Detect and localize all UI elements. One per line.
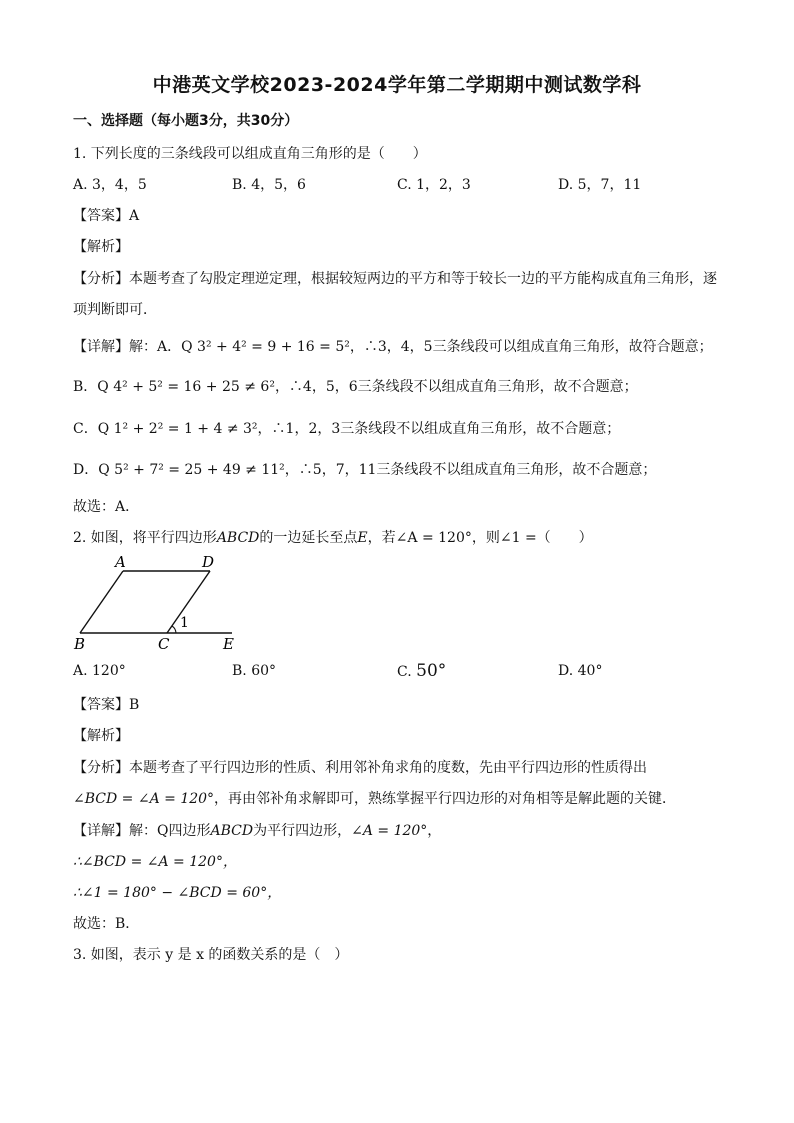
- q1-option-d: D. 5，7，11: [558, 177, 642, 193]
- q2-detail-prefix: 【详解】解：: [73, 823, 157, 839]
- q2-stem-part3: ，若: [367, 530, 396, 546]
- angle-1-arc: [172, 626, 176, 633]
- q1-detail-c-prefix: C．: [73, 421, 98, 437]
- label-d: D: [202, 553, 215, 571]
- q1-detail-a: [73, 336, 713, 356]
- q2-option-c-label: C.: [397, 664, 417, 680]
- q2-stem-abcd: ABCD: [216, 530, 260, 546]
- q2-stem-part2: 的一边延长至点: [259, 530, 358, 546]
- q1-detail-a-prefix: 【详解】解：A．: [73, 339, 182, 355]
- q2-stem-e: E: [357, 530, 368, 546]
- q1-detail-d-suffix: ，∴5，7，11三条线段不以组成直角三角形，故不合题意；: [284, 462, 657, 478]
- q1-analysis-label: 【解析】: [73, 239, 129, 255]
- section-heading: 一、选择题（每小题3分，共30分）: [73, 113, 299, 129]
- label-angle-1: 1: [180, 615, 189, 631]
- page-title: 中港英文学校2023-2024学年第二学期期中测试数学科: [152, 74, 642, 96]
- q1-fenxi-line1: 【分析】本题考查了勾股定理逆定理，根据较短两边的平方和等于较长一边的平方能构成直角三角形，逐: [73, 271, 717, 287]
- q2-fenxi-math: ∠BCD = ∠A = 120°: [73, 791, 215, 807]
- q2-fenxi-line2: [73, 788, 676, 808]
- q2-detail-line1: [73, 820, 441, 840]
- q2-detail-text: 四边形: [168, 823, 211, 839]
- q2-stem: [73, 527, 593, 547]
- q1-detail-a-suffix: ，∴3，4，5三条线段可以组成直角三角形，故符合题意；: [349, 339, 713, 355]
- q1-fenxi-line2: 项判断即可．: [73, 302, 157, 318]
- q1-detail-b-suffix: ，∴4，5，6三条线段不以组成直角三角形，故不合题意；: [274, 379, 638, 395]
- label-e: E: [223, 635, 234, 653]
- q1-option-c: C. 1，2，3: [397, 177, 471, 193]
- q1-detail-c: [73, 418, 620, 438]
- q1-detail-c-suffix: ，∴1，2，3三条线段不以组成直角三角形，故不合题意；: [257, 421, 621, 437]
- q1-detail-b-prefix: B．: [73, 379, 98, 395]
- q1-detail-c-math: Q 1² + 2² = 1 + 4 ≠ 3²: [97, 421, 258, 437]
- q2-option-b: B. 60°: [232, 663, 277, 679]
- q2-detail-line3: ∴∠1 = 180° − ∠BCD = 60°，: [73, 885, 282, 901]
- parallelogram-figure: [70, 551, 245, 653]
- label-a: A: [115, 553, 126, 571]
- q1-conclusion: 故选：A．: [73, 499, 140, 515]
- q2-detail-text2: 为平行四边形，: [253, 823, 352, 839]
- q2-detail-end: ，: [427, 823, 442, 839]
- q2-option-d: D. 40°: [558, 663, 603, 679]
- q2-answer: 【答案】B: [73, 697, 140, 713]
- q1-detail-b-math: Q 4² + 5² = 16 + 25 ≠ 6²: [97, 379, 275, 395]
- q2-analysis-label: 【解析】: [73, 728, 129, 744]
- q1-detail-a-math: Q 3² + 4² = 9 + 16 = 5²: [181, 339, 350, 355]
- q1-option-a: A. 3，4，5: [73, 177, 147, 193]
- q2-option-c-value: 50°: [416, 661, 447, 681]
- q2-detail-abcd: ABCD: [210, 823, 254, 839]
- q2-stem-part1: 2. 如图，将平行四边形: [73, 530, 217, 546]
- q1-stem: 1. 下列长度的三条线段可以组成直角三角形的是（ ）: [73, 146, 427, 162]
- q2-option-c: [397, 661, 446, 681]
- label-b: B: [74, 635, 86, 653]
- q2-conclusion: 故选：B．: [73, 916, 140, 932]
- q3-stem: 3. 如图，表示 y 是 x 的函数关系的是（ ）: [73, 947, 349, 963]
- q2-detail-line2: ∴∠BCD = ∠A = 120°，: [73, 854, 237, 870]
- q1-detail-d: [73, 459, 656, 479]
- q1-detail-d-math: Q 5² + 7² = 25 + 49 ≠ 11²: [98, 462, 285, 478]
- q2-detail-angle: ∠A = 120°: [351, 823, 428, 839]
- q2-fenxi-line1: 【分析】本题考查了平行四边形的性质、利用邻补角求角的度数，先由平行四边形的性质得出: [73, 760, 647, 776]
- q1-option-b: B. 4，5，6: [232, 177, 306, 193]
- q2-stem-angle: ∠A = 120°: [395, 530, 472, 546]
- q2-stem-part4: ，则∠1 =（ ）: [471, 530, 593, 546]
- q2-fenxi-text: ，再由邻补角求解即可，熟练掌握平行四边形的对角相等是解此题的关键．: [214, 791, 677, 807]
- q1-detail-d-prefix: D．: [73, 462, 99, 478]
- edge-ab: [80, 571, 123, 633]
- q2-option-a: A. 120°: [73, 663, 126, 679]
- q1-answer: 【答案】A: [73, 208, 140, 224]
- q1-detail-b: [73, 376, 638, 396]
- label-c: C: [158, 635, 170, 653]
- q2-detail-q: Q: [157, 823, 169, 839]
